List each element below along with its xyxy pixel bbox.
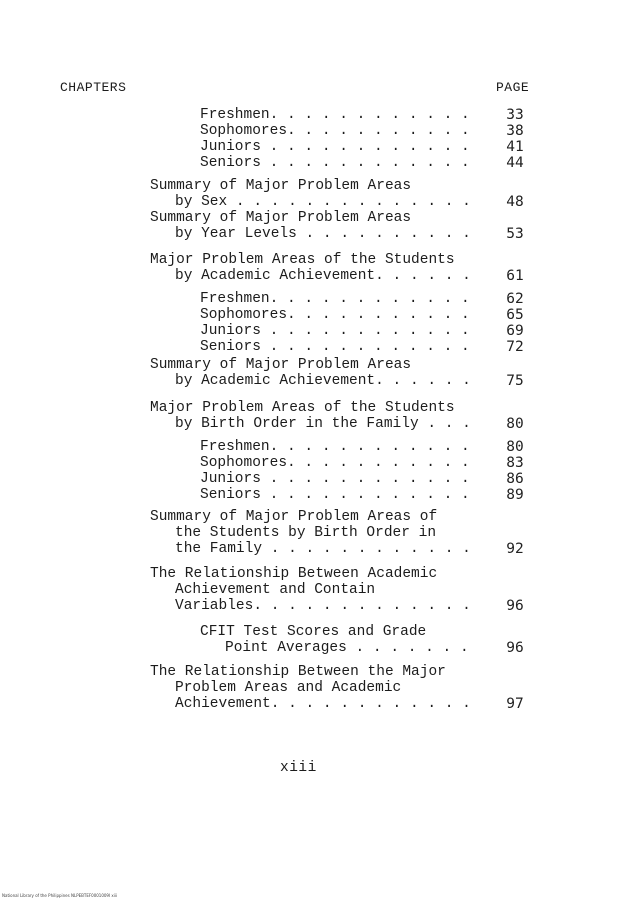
toc-entry-summary-sex: Summary of Major Problem Areas bbox=[150, 178, 412, 194]
toc-entry-summary-year: Summary of Major Problem Areas bbox=[150, 210, 412, 226]
toc-entry-seniors: Seniors . . . . . . . . . . . . bbox=[200, 339, 470, 355]
toc-entry-summary-academic-cont: by Academic Achievement. . . . . . bbox=[175, 373, 471, 389]
page-number: 97 bbox=[506, 696, 524, 712]
chapters-heading: CHAPTERS bbox=[60, 80, 127, 95]
page-number: 48 bbox=[506, 194, 524, 210]
page-number: 41 bbox=[506, 139, 524, 155]
toc-entry-relationship-cont2: Variables. . . . . . . . . . . . . bbox=[175, 598, 471, 614]
toc-entry-birth-order: Major Problem Areas of the Students bbox=[150, 400, 455, 416]
toc-entry-cfit: CFIT Test Scores and Grade bbox=[200, 624, 427, 640]
toc-entry-summary-birth: Summary of Major Problem Areas of bbox=[150, 509, 438, 525]
page-number: 38 bbox=[506, 123, 524, 139]
toc-entry-summary-academic: Summary of Major Problem Areas bbox=[150, 357, 412, 373]
page-number: 69 bbox=[506, 323, 524, 339]
page-number: 44 bbox=[506, 155, 524, 171]
toc-entry-relationship-major: The Relationship Between the Major bbox=[150, 664, 446, 680]
page-folio: xiii bbox=[280, 760, 317, 776]
toc-entry-academic: Major Problem Areas of the Students bbox=[150, 252, 455, 268]
toc-entry-relationship-cont: Achievement and Contain bbox=[175, 582, 376, 598]
toc-entry-freshmen: Freshmen. . . . . . . . . . . . bbox=[200, 291, 470, 307]
page-heading: PAGE bbox=[496, 80, 530, 95]
toc-entry-juniors: Juniors . . . . . . . . . . . . bbox=[200, 471, 470, 487]
page-number: 62 bbox=[506, 291, 524, 307]
toc-entry-sophomores: Sophomores. . . . . . . . . . . bbox=[200, 123, 470, 139]
page-number: 80 bbox=[506, 416, 524, 432]
toc-entry-seniors: Seniors . . . . . . . . . . . . bbox=[200, 155, 470, 171]
toc-entry-relationship: The Relationship Between Academic bbox=[150, 566, 438, 582]
page-number: 92 bbox=[506, 541, 524, 557]
toc-entry-summary-year-cont: by Year Levels . . . . . . . . . . bbox=[175, 226, 471, 242]
toc-entry-relationship-major-cont: Problem Areas and Academic bbox=[175, 680, 402, 696]
toc-entry-academic-cont: by Academic Achievement. . . . . . bbox=[175, 268, 471, 284]
toc-entry-cfit-cont: Point Averages . . . . . . . bbox=[225, 640, 469, 656]
toc-entry-birth-order-cont: by Birth Order in the Family . . . bbox=[175, 416, 471, 432]
page-number: 96 bbox=[506, 640, 524, 656]
toc-entry-sophomores: Sophomores. . . . . . . . . . . bbox=[200, 455, 470, 471]
page-number: 89 bbox=[506, 487, 524, 503]
page-number: 65 bbox=[506, 307, 524, 323]
toc-entry-juniors: Juniors . . . . . . . . . . . . bbox=[200, 323, 470, 339]
page-number: 72 bbox=[506, 339, 524, 355]
page-number: 33 bbox=[506, 107, 524, 123]
toc-entry-summary-birth-cont: the Students by Birth Order in bbox=[175, 525, 437, 541]
page-number: 96 bbox=[506, 598, 524, 614]
toc-entry-freshmen: Freshmen. . . . . . . . . . . . bbox=[200, 107, 470, 123]
toc-entry-relationship-major-cont2: Achievement. . . . . . . . . . . . bbox=[175, 696, 471, 712]
toc-entry-summary-sex-cont: by Sex . . . . . . . . . . . . . . bbox=[175, 194, 471, 210]
page-number: 75 bbox=[506, 373, 524, 389]
page-number: 86 bbox=[506, 471, 524, 487]
page-number: 53 bbox=[506, 226, 524, 242]
toc-entry-seniors: Seniors . . . . . . . . . . . . bbox=[200, 487, 470, 503]
page-number: 61 bbox=[506, 268, 524, 284]
page-number: 83 bbox=[506, 455, 524, 471]
page-number: 80 bbox=[506, 439, 524, 455]
toc-entry-summary-birth-cont2: the Family . . . . . . . . . . . . bbox=[175, 541, 471, 557]
toc-entry-freshmen: Freshmen. . . . . . . . . . . . bbox=[200, 439, 470, 455]
archive-footer: National Library of the Philippines NLPEBTEF0001009I xiii bbox=[2, 893, 118, 898]
toc-entry-sophomores: Sophomores. . . . . . . . . . . bbox=[200, 307, 470, 323]
toc-entry-juniors: Juniors . . . . . . . . . . . . bbox=[200, 139, 470, 155]
